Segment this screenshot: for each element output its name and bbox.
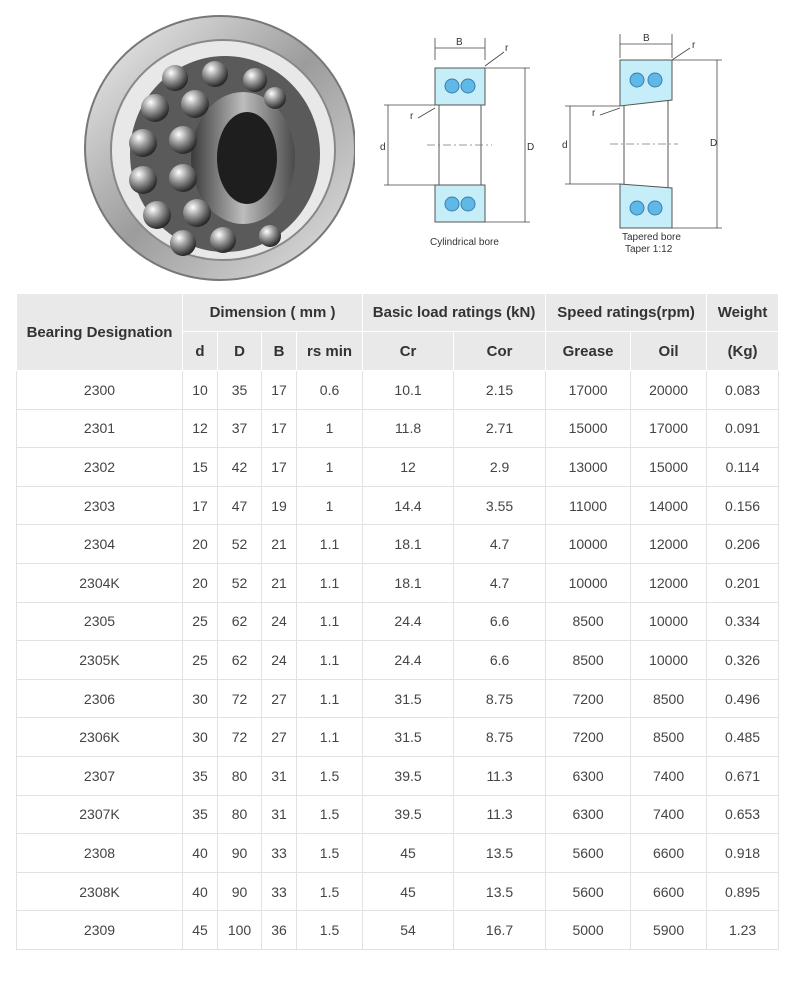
bearing-designation-cell: 2304K (17, 563, 183, 602)
header-oil: Oil (631, 332, 707, 371)
table-cell: 1.1 (297, 602, 363, 641)
table-cell: 11.3 (454, 795, 546, 834)
table-cell: 47 (218, 486, 262, 525)
table-cell: 54 (363, 911, 454, 950)
table-cell: 30 (183, 718, 218, 757)
table-row (17, 641, 779, 680)
bearing-designation-cell: 2302 (17, 448, 183, 487)
bearing-photo (75, 8, 355, 288)
header-weight: Weight (707, 294, 779, 332)
table-cell: 17 (262, 448, 297, 487)
table-cell: 11.8 (363, 409, 454, 448)
table-row (17, 872, 779, 911)
table-cell: 17 (262, 371, 297, 410)
table-cell: 24.4 (363, 641, 454, 680)
table-cell: 5000 (546, 911, 631, 950)
header-load-ratings: Basic load ratings (kN) (363, 294, 546, 332)
table-cell: 0.156 (707, 486, 779, 525)
table-cell: 0.895 (707, 872, 779, 911)
bearing-designation-cell: 2308K (17, 872, 183, 911)
table-cell: 45 (183, 911, 218, 950)
table-cell: 8500 (631, 718, 707, 757)
table-cell: 31.5 (363, 718, 454, 757)
table-cell: 24 (262, 641, 297, 680)
table-cell: 3.55 (454, 486, 546, 525)
table-cell: 12 (363, 448, 454, 487)
table-cell: 31.5 (363, 679, 454, 718)
bearing-designation-cell: 2303 (17, 486, 183, 525)
table-cell: 6300 (546, 756, 631, 795)
table-row (17, 795, 779, 834)
table-cell: 17000 (631, 409, 707, 448)
tapered-dimension-d-label: d (562, 140, 568, 151)
table-cell: 0.653 (707, 795, 779, 834)
table-header-row-groups (17, 294, 779, 332)
table-cell: 0.6 (297, 371, 363, 410)
table-cell: 1.23 (707, 911, 779, 950)
table-cell: 25 (183, 602, 218, 641)
table-cell: 2.9 (454, 448, 546, 487)
table-cell: 11000 (546, 486, 631, 525)
table-cell: 62 (218, 641, 262, 680)
table-cell: 30 (183, 679, 218, 718)
table-cell: 31 (262, 795, 297, 834)
dimension-b-label: B (456, 37, 463, 48)
table-cell: 1 (297, 486, 363, 525)
table-cell: 0.206 (707, 525, 779, 564)
table-cell: 0.671 (707, 756, 779, 795)
table-cell: 1.1 (297, 641, 363, 680)
dimension-r-label-side: r (410, 111, 414, 122)
table-cell: 17000 (546, 371, 631, 410)
table-cell: 12 (183, 409, 218, 448)
taper-ratio-caption: Taper 1:12 (625, 244, 673, 255)
table-cell: 4.7 (454, 525, 546, 564)
bearing-designation-cell: 2304 (17, 525, 183, 564)
table-cell: 0.918 (707, 834, 779, 873)
table-cell: 2.15 (454, 371, 546, 410)
dimension-d-label: d (380, 142, 386, 153)
table-cell: 10 (183, 371, 218, 410)
table-cell: 0.083 (707, 371, 779, 410)
table-cell: 27 (262, 718, 297, 757)
table-cell: 1.1 (297, 679, 363, 718)
table-cell: 15000 (546, 409, 631, 448)
tapered-dimension-r-side-label: r (592, 108, 596, 119)
tapered-bore-diagram (560, 28, 735, 260)
table-cell: 42 (218, 448, 262, 487)
table-cell: 8500 (546, 641, 631, 680)
table-cell: 10000 (631, 602, 707, 641)
bearing-designation-cell: 2307K (17, 795, 183, 834)
table-cell: 11.3 (454, 756, 546, 795)
table-cell: 0.326 (707, 641, 779, 680)
table-cell: 35 (218, 371, 262, 410)
table-cell: 7200 (546, 718, 631, 757)
table-row (17, 679, 779, 718)
table-cell: 8.75 (454, 718, 546, 757)
table-cell: 20 (183, 563, 218, 602)
header-cor: Cor (454, 332, 546, 371)
table-cell: 5600 (546, 834, 631, 873)
header-speed-ratings: Speed ratings(rpm) (546, 294, 707, 332)
table-cell: 18.1 (363, 563, 454, 602)
table-cell: 15000 (631, 448, 707, 487)
table-cell: 35 (183, 795, 218, 834)
table-cell: 13.5 (454, 834, 546, 873)
cylindrical-bore-caption: Cylindrical bore (430, 237, 499, 248)
bearing-designation-cell: 2305 (17, 602, 183, 641)
table-cell: 14.4 (363, 486, 454, 525)
table-cell: 21 (262, 525, 297, 564)
table-cell: 2.71 (454, 409, 546, 448)
table-row (17, 448, 779, 487)
table-row (17, 718, 779, 757)
table-cell: 16.7 (454, 911, 546, 950)
table-row (17, 911, 779, 950)
table-cell: 72 (218, 718, 262, 757)
table-cell: 19 (262, 486, 297, 525)
header-outer-d: D (218, 332, 262, 371)
bearing-designation-cell: 2307 (17, 756, 183, 795)
table-cell: 13.5 (454, 872, 546, 911)
table-cell: 1.5 (297, 795, 363, 834)
table-cell: 1.5 (297, 756, 363, 795)
table-cell: 5900 (631, 911, 707, 950)
table-cell: 31 (262, 756, 297, 795)
header-rs-min: rs min (297, 332, 363, 371)
table-cell: 80 (218, 756, 262, 795)
table-cell: 52 (218, 525, 262, 564)
table-row (17, 371, 779, 410)
table-cell: 0.496 (707, 679, 779, 718)
table-cell: 10.1 (363, 371, 454, 410)
table-cell: 6600 (631, 834, 707, 873)
table-row (17, 563, 779, 602)
table-cell: 20 (183, 525, 218, 564)
table-cell: 35 (183, 756, 218, 795)
header-grease: Grease (546, 332, 631, 371)
table-body (17, 371, 779, 950)
table-cell: 40 (183, 834, 218, 873)
table-cell: 6.6 (454, 602, 546, 641)
header-d: d (183, 332, 218, 371)
table-cell: 37 (218, 409, 262, 448)
bearing-designation-cell: 2305K (17, 641, 183, 680)
table-cell: 1.1 (297, 525, 363, 564)
table-cell: 6600 (631, 872, 707, 911)
tapered-dimension-r-label: r (692, 40, 696, 51)
header-b: B (262, 332, 297, 371)
tapered-dimension-b-label: B (643, 33, 650, 44)
table-cell: 10000 (546, 563, 631, 602)
table-cell: 24 (262, 602, 297, 641)
dimension-r-label-top: r (505, 43, 509, 54)
bearing-designation-cell: 2306K (17, 718, 183, 757)
bearing-spec-table (16, 293, 779, 950)
table-cell: 13000 (546, 448, 631, 487)
table-cell: 72 (218, 679, 262, 718)
table-row (17, 486, 779, 525)
table-cell: 1 (297, 448, 363, 487)
table-cell: 4.7 (454, 563, 546, 602)
table-cell: 90 (218, 872, 262, 911)
tapered-bore-caption: Tapered bore (622, 232, 681, 243)
table-cell: 52 (218, 563, 262, 602)
bearing-designation-cell: 2301 (17, 409, 183, 448)
table-cell: 80 (218, 795, 262, 834)
header-cr: Cr (363, 332, 454, 371)
table-cell: 100 (218, 911, 262, 950)
bearing-designation-cell: 2306 (17, 679, 183, 718)
table-cell: 90 (218, 834, 262, 873)
table-cell: 8500 (546, 602, 631, 641)
table-cell: 1.5 (297, 834, 363, 873)
table-cell: 1.1 (297, 563, 363, 602)
table-cell: 21 (262, 563, 297, 602)
table-cell: 10000 (546, 525, 631, 564)
table-cell: 0.201 (707, 563, 779, 602)
table-row (17, 409, 779, 448)
table-cell: 0.091 (707, 409, 779, 448)
table-row (17, 602, 779, 641)
table-cell: 1.5 (297, 911, 363, 950)
table-cell: 24.4 (363, 602, 454, 641)
table-cell: 14000 (631, 486, 707, 525)
dimension-outer-d-label: D (527, 142, 535, 153)
tapered-dimension-outer-d-label: D (710, 138, 718, 149)
table-cell: 36 (262, 911, 297, 950)
table-cell: 33 (262, 834, 297, 873)
table-cell: 45 (363, 872, 454, 911)
table-cell: 6.6 (454, 641, 546, 680)
table-cell: 40 (183, 872, 218, 911)
table-cell: 5600 (546, 872, 631, 911)
table-cell: 18.1 (363, 525, 454, 564)
table-cell: 1.5 (297, 872, 363, 911)
table-cell: 0.114 (707, 448, 779, 487)
bearing-designation-cell: 2308 (17, 834, 183, 873)
table-cell: 8.75 (454, 679, 546, 718)
table-cell: 0.485 (707, 718, 779, 757)
table-cell: 0.334 (707, 602, 779, 641)
table-cell: 1 (297, 409, 363, 448)
table-cell: 7200 (546, 679, 631, 718)
table-cell: 39.5 (363, 795, 454, 834)
table-row (17, 834, 779, 873)
table-cell: 15 (183, 448, 218, 487)
table-cell: 7400 (631, 756, 707, 795)
header-bearing-designation: Bearing Designation (17, 294, 183, 371)
table-cell: 10000 (631, 641, 707, 680)
header-kg: (Kg) (707, 332, 779, 371)
cylindrical-bore-diagram (372, 30, 562, 260)
table-cell: 20000 (631, 371, 707, 410)
table-cell: 33 (262, 872, 297, 911)
table-cell: 7400 (631, 795, 707, 834)
table-cell: 12000 (631, 525, 707, 564)
header-dimension: Dimension ( mm ) (183, 294, 363, 332)
table-cell: 1.1 (297, 718, 363, 757)
table-cell: 62 (218, 602, 262, 641)
table-cell: 17 (183, 486, 218, 525)
bearing-designation-cell: 2300 (17, 371, 183, 410)
table-row (17, 756, 779, 795)
table-cell: 12000 (631, 563, 707, 602)
table-cell: 25 (183, 641, 218, 680)
table-cell: 39.5 (363, 756, 454, 795)
table-row (17, 525, 779, 564)
table-cell: 27 (262, 679, 297, 718)
table-cell: 45 (363, 834, 454, 873)
bearing-designation-cell: 2309 (17, 911, 183, 950)
table-cell: 6300 (546, 795, 631, 834)
table-cell: 17 (262, 409, 297, 448)
table-cell: 8500 (631, 679, 707, 718)
